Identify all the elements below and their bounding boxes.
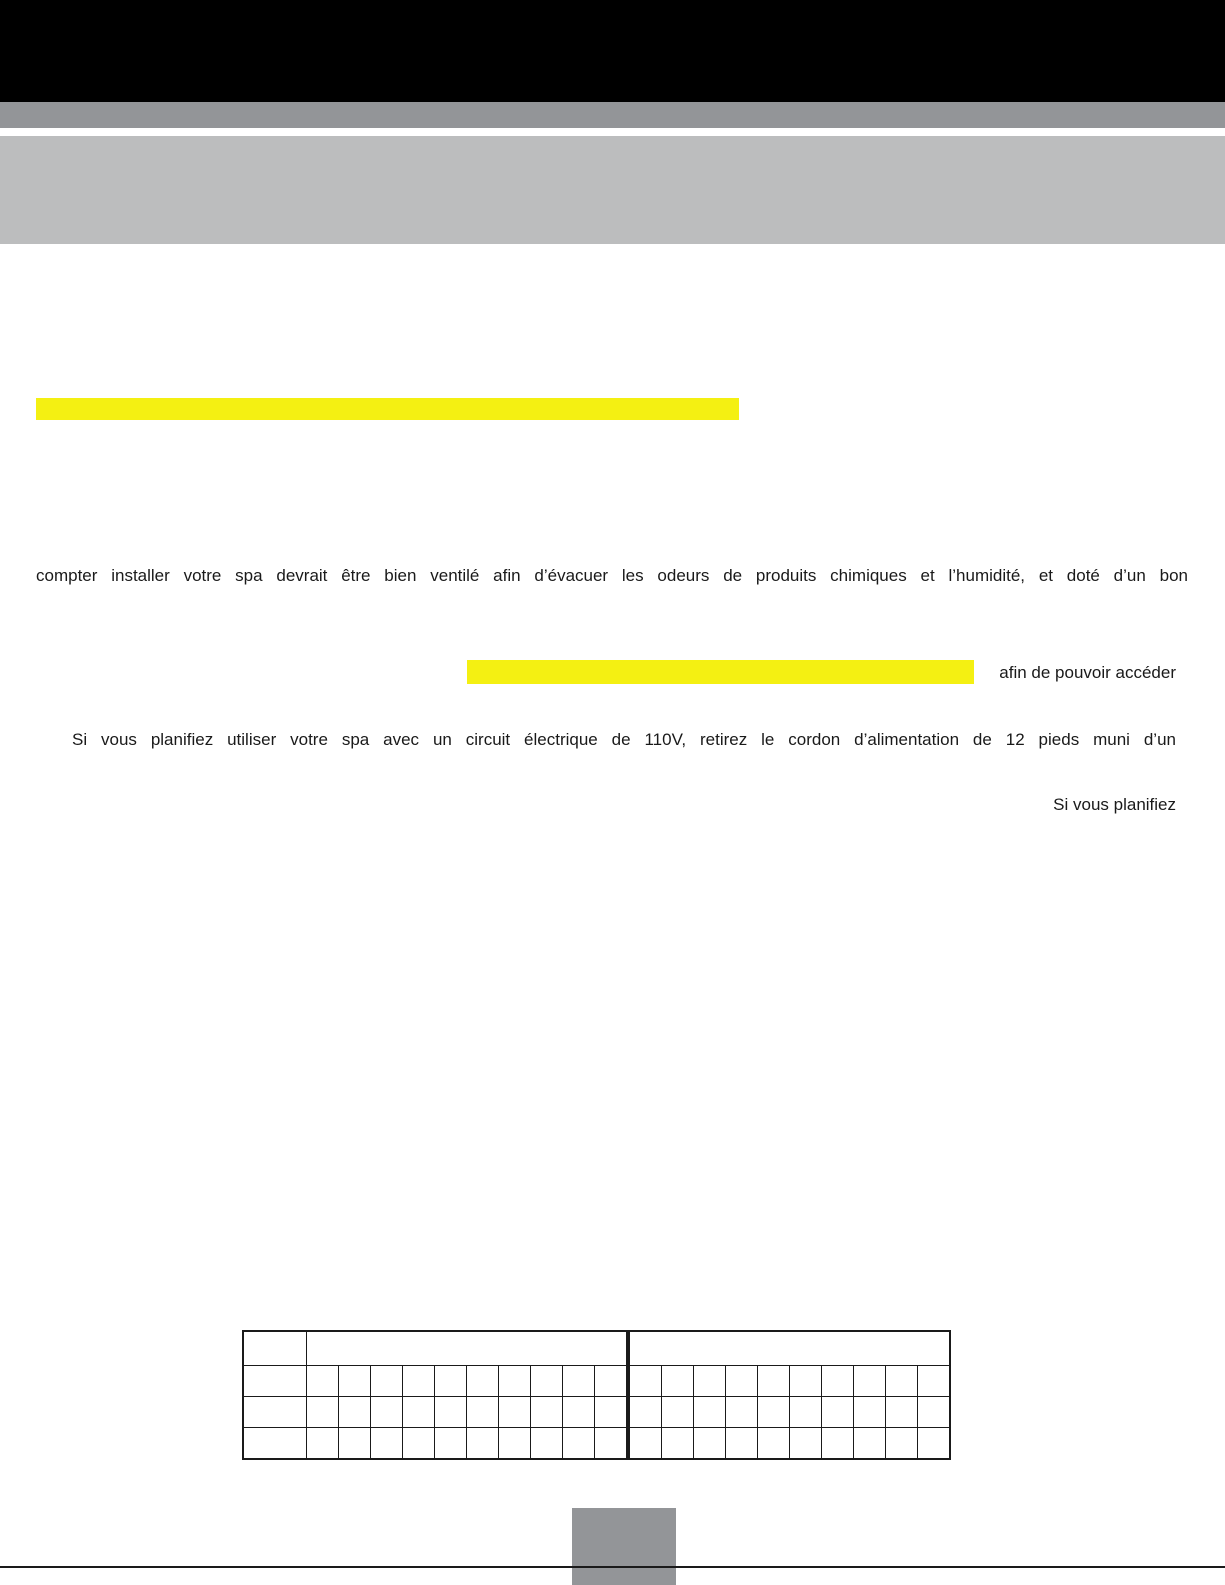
- header-black-band: [0, 0, 1225, 102]
- paragraph-line-planifiez: Si vous planifiez: [1053, 795, 1176, 814]
- header-gray-stripe: [0, 102, 1225, 128]
- table-row-label: [243, 1397, 307, 1428]
- table-header-cell-right: [628, 1331, 950, 1366]
- table-row: [243, 1397, 950, 1428]
- table-header-row: [243, 1331, 950, 1366]
- paragraph-line-access: afin de pouvoir accéder: [999, 663, 1176, 682]
- table-row: [243, 1366, 950, 1397]
- page-number-tab: [572, 1508, 676, 1585]
- table-row: [243, 1428, 950, 1460]
- table-row-label: [243, 1428, 307, 1460]
- paragraph-line-ventilation: compter installer votre spa devrait être bien ventilé afin d’évacuer les odeurs de produits chimiques et l’humidité, et doté d’un bon: [36, 566, 1188, 585]
- footer-rule: [0, 1566, 1225, 1568]
- highlight-bar-2: [467, 660, 974, 684]
- table-header-cell-left: [307, 1331, 629, 1366]
- table-cell: [243, 1331, 307, 1366]
- title-panel: [0, 136, 1225, 244]
- blank-grid-table: [242, 1330, 951, 1460]
- paragraph-line-110v: Si vous planifiez utiliser votre spa avec un circuit électrique de 110V, retirez le cordon d’alimentation de 12 pieds muni d’un: [72, 730, 1176, 749]
- table-row-label: [243, 1366, 307, 1397]
- highlight-bar-1: [36, 398, 739, 420]
